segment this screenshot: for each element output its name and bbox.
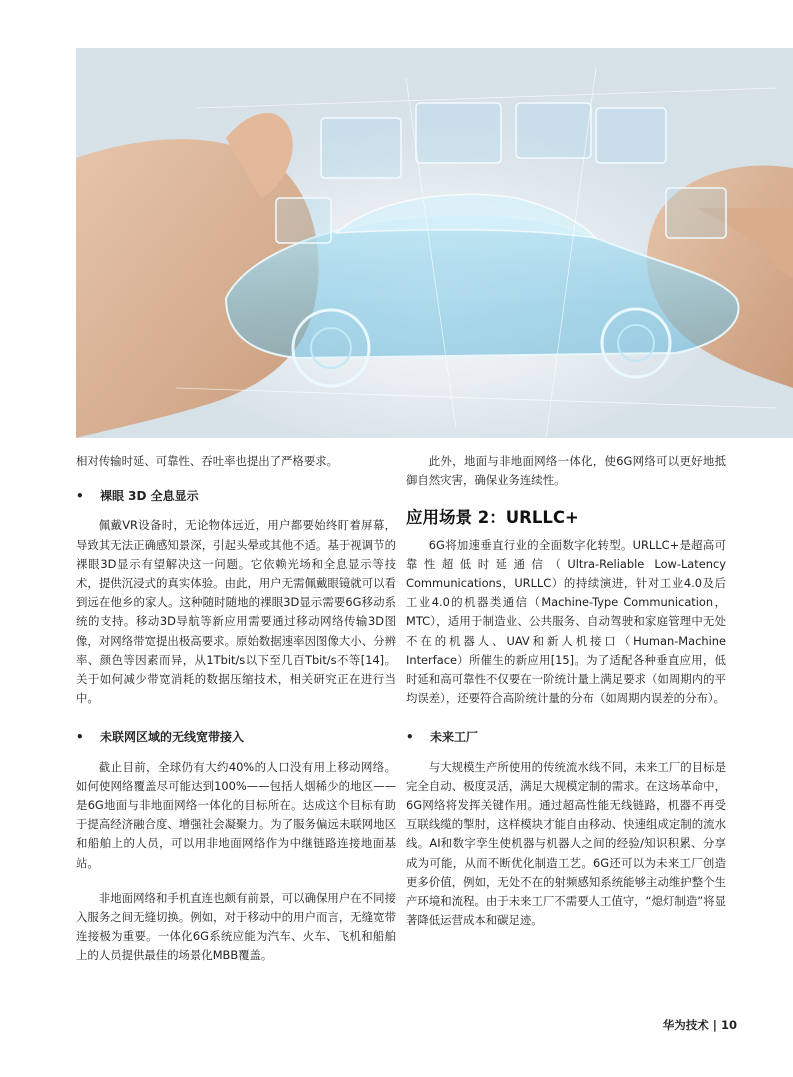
right-paragraph-2: 与大规模生产所使用的传统流水线不同，未来工厂的目标是完全自动、极度灵活，满足大规模定制的需求。在这场革命中，6G网络将发挥关键作用。通过超高性能无线链路，机器不再受互联线缆的掣肘，这样模块才能自由移动、快速组成定制的流水线。AI和数字孪生使机器与机器人之间的经验/知识积累、分享成为可能，从而不断优化制造工艺。6G还可以为未来工厂创造更多价值，例如，无处不在的射频感知系统能够主动维护整个生产环境和流程。由于未来工厂不需要人工值守，“熄灯制造”将显著降低运营成本和碳足迹。 bbox=[406, 759, 726, 928]
hero-image bbox=[76, 48, 793, 438]
hand-holding-hologram-car-illustration bbox=[76, 48, 793, 438]
section-title: 应用场景 2：URLLC+ bbox=[406, 508, 579, 528]
right-paragraph-1: 6G将加速垂直行业的全面数字化转型。URLLC+是超高可靠性超低时延通信（Ultra-Reliable Low-Latency Communications，URLLC）的持续演进，针对工业4.0及后工业4.0的机器类通信（Machine-Type Communication，MTC），适用于制造业、公共服务、自动驾驶和家庭管理中无处不在的机器人、UAV和新人机接口（Human-Machine Interface）所催生的新应用[15]。为了适配各种垂直应用，低时延和高可靠性不仅要在一阶统计量上满足要求（如周期内的平均误差），还要符合高阶统计量的分布（如周期内误差的分布）。 bbox=[406, 537, 726, 706]
bullet-icon: • bbox=[76, 730, 84, 745]
bullet-icon: • bbox=[406, 730, 414, 745]
heading-future-factory bbox=[406, 728, 726, 747]
left-paragraph-3: 非地面网络和手机直连也颇有前景，可以确保用户在不同接入服务之间无缝切换。例如，对于移动中的用户而言，无缝宽带连接极为重要。一体化6G系统应能为汽车、火车、飞机和船舶上的人员提供最佳的场景化MBB覆盖。 bbox=[76, 890, 396, 963]
page-footer: 华为技术 | 10 bbox=[662, 1018, 737, 1032]
right-paragraph-0: 此外，地面与非地面网络一体化，使6G网络可以更好地抵御自然灾害，确保业务连续性。 bbox=[406, 454, 726, 488]
bullet-icon: • bbox=[76, 489, 84, 504]
left-paragraph-2: 截止目前，全球仍有大约40%的人口没有用上移动网络。如何使网络覆盖尽可能达到100%——包括人烟稀少的地区——是6G地面与非地面网络一体化的目标所在。达成这个目标有助于提高经济融合度、增强社会凝聚力。为了服务偏远未联网地区和船舶上的人员，可以用非地面网络作为中继链路连接地面基站。 bbox=[76, 759, 396, 870]
right-column bbox=[406, 452, 726, 930]
heading-text: 未联网区域的无线宽带接入 bbox=[100, 730, 245, 745]
heading-naked-eye-3d bbox=[76, 487, 396, 506]
heading-text: 未来工厂 bbox=[430, 730, 479, 745]
heading-unconnected-areas bbox=[76, 728, 396, 747]
heading-text: 裸眼 3D 全息显示 bbox=[100, 489, 199, 504]
left-column bbox=[76, 452, 396, 966]
left-paragraph-1: 佩戴VR设备时，无论物体远近，用户都要始终盯着屏幕，导致其无法正确感知景深，引起头晕或其他不适。基于视调节的裸眼3D显示有望解决这一问题。它依赖光场和全息显示等技术，提供沉浸式的真实体验。由此，用户无需佩戴眼镜就可以看到远在他乡的家人。这种随时随地的裸眼3D显示需要6G移动系统的支持。移动3D导航等新应用需要通过移动网络传输3D图像，对网络带宽提出极高要求。原始数据速率因图像大小、分辨率、颜色等因素而异，从1Tbit/s以下至几百Tbit/s不等[14]。关于如何减少带宽消耗的数据压缩技术，相关研究正在进行当中。 bbox=[76, 518, 396, 706]
left-paragraph-0: 相对传输时延、可靠性、吞吐率也提出了严格要求。 bbox=[76, 454, 338, 468]
